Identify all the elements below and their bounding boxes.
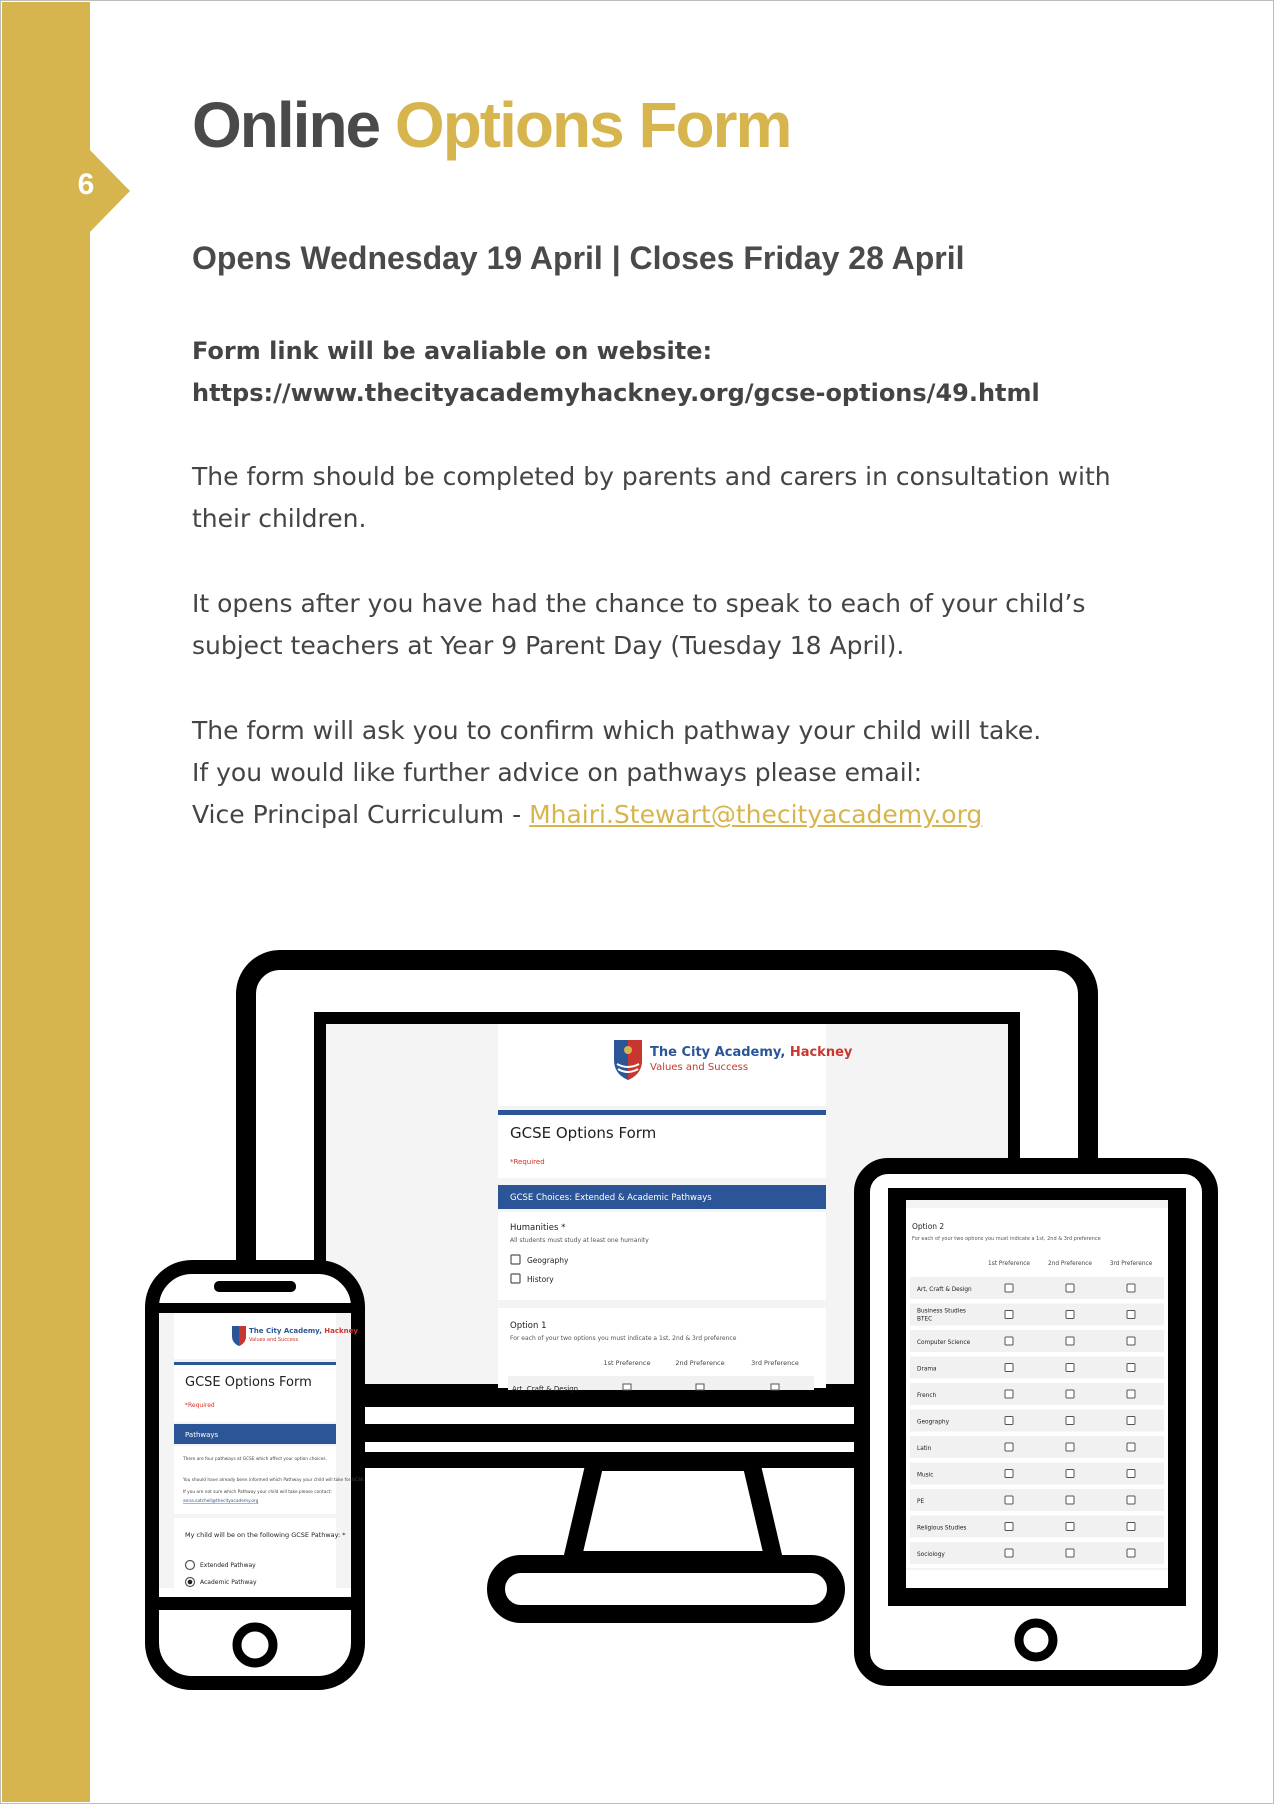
desktop-pref-header-2: 2nd Preference [675, 1359, 725, 1367]
tablet-row-checkbox[interactable] [1127, 1549, 1135, 1557]
desktop-required-note: *Required [510, 1158, 545, 1166]
tablet-row-checkbox[interactable] [1066, 1417, 1074, 1425]
tablet-row-checkbox[interactable] [1005, 1390, 1013, 1398]
tablet-table-row [910, 1542, 1164, 1564]
tablet-home-button[interactable] [1019, 1623, 1053, 1657]
tablet-row-checkbox[interactable] [1127, 1364, 1135, 1372]
title-part-dark: Online [192, 89, 395, 161]
desktop-form-title: GCSE Options Form [510, 1124, 657, 1142]
tablet-row-checkbox[interactable] [1005, 1284, 1013, 1292]
desktop-first-row-label: Art, Craft & Design [512, 1385, 579, 1393]
tablet-row-checkbox[interactable] [1005, 1470, 1013, 1478]
tablet-table-row [910, 1383, 1164, 1405]
desktop-option1-title: Option 1 [510, 1321, 547, 1331]
tablet-row-checkbox[interactable] [1005, 1364, 1013, 1372]
desktop-option-history: History [527, 1275, 554, 1284]
tablet-pref-header-3: 3rd Preference [1109, 1261, 1153, 1267]
tablet-subject-label: Sociology [917, 1552, 945, 1558]
tablet-row-checkbox[interactable] [1127, 1417, 1135, 1425]
phone-form-title: GCSE Options Form [185, 1375, 312, 1390]
desktop-logo-name-highlight: Hackney [789, 1045, 853, 1060]
tablet-subject-rows [910, 1277, 1164, 1564]
tablet-row-checkbox[interactable] [1066, 1470, 1074, 1478]
tablet-row-checkbox[interactable] [1005, 1549, 1013, 1557]
tablet-subject-label: Geography [917, 1419, 950, 1426]
desktop-option-geography: Geography [527, 1256, 569, 1265]
tablet-row-checkbox[interactable] [1127, 1284, 1135, 1292]
pathway-line-1: The form will ask you to confirm which pathway your child will take. [192, 716, 1042, 745]
phone-option-academic: Academic Pathway [200, 1579, 257, 1586]
desktop-form-screenshot [498, 1024, 853, 1393]
tablet-subject-label: Business Studies [917, 1308, 966, 1315]
phone-logo-tagline: Values and Success [249, 1337, 299, 1343]
phone-info-2: You should have already been informed which Pathway your child will take for GCSE. [183, 1478, 365, 1483]
tablet-row-checkbox[interactable] [1127, 1443, 1135, 1451]
paragraph-opening: It opens after you have had the chance to speak to each of your child’s subject teachers at Year 9 Parent Day (Tuesday 18 April). [192, 589, 1086, 660]
phone-speaker [214, 1281, 296, 1292]
tablet-row-checkbox[interactable] [1066, 1390, 1074, 1398]
title-part-gold: Options Form [394, 89, 791, 161]
tablet-row-checkbox[interactable] [1005, 1523, 1013, 1531]
tablet-table-row [910, 1357, 1164, 1379]
tablet-table-row [910, 1489, 1164, 1511]
phone-section-header-text: Pathways [185, 1431, 219, 1439]
pathway-line-2: If you would like further advice on pathways please email: [192, 758, 923, 787]
desktop-logo-name: The City Academy, [650, 1045, 786, 1060]
tablet-row-checkbox[interactable] [1066, 1311, 1074, 1319]
tablet-row-checkbox[interactable] [1127, 1337, 1135, 1345]
phone-info-3: If you are not sure which Pathway your child will take please contact: [183, 1490, 332, 1495]
tablet-row-checkbox[interactable] [1005, 1337, 1013, 1345]
tablet-table-row [910, 1304, 1164, 1326]
tablet-pref-header-1: 1st Preference [988, 1261, 1030, 1267]
phone-info-email[interactable]: anna.satchell@thecityacademy.org [183, 1499, 259, 1504]
tablet-row-checkbox[interactable] [1066, 1549, 1074, 1557]
tablet-row-checkbox[interactable] [1066, 1443, 1074, 1451]
tablet-row-checkbox[interactable] [1066, 1337, 1074, 1345]
tablet-row-checkbox[interactable] [1127, 1390, 1135, 1398]
tablet-option2-help: For each of your two options you must indicate a 1st, 2nd & 3rd preference [912, 1236, 1101, 1242]
tablet-table-row [910, 1463, 1164, 1485]
tablet-option2-title: Option 2 [912, 1222, 945, 1231]
desktop-humanities-help: All students must study at least one humanity [510, 1237, 649, 1244]
desktop-checkbox-geography[interactable] [511, 1255, 520, 1264]
tablet-row-checkbox[interactable] [1005, 1496, 1013, 1504]
paragraph-completion: The form should be completed by parents and carers in consultation with their children. [192, 462, 1111, 533]
pathway-line-3-prefix: Vice Principal Curriculum - [192, 800, 530, 829]
tablet-subject-label: Drama [917, 1366, 937, 1373]
desktop-title-card [498, 1110, 826, 1178]
tablet-subject-label: PE [917, 1499, 925, 1505]
phone-logo-name-highlight: Hackney [324, 1327, 358, 1335]
tablet-row-checkbox[interactable] [1127, 1311, 1135, 1319]
desktop-row-checkbox[interactable] [696, 1384, 704, 1390]
desktop-row-checkbox[interactable] [771, 1384, 779, 1390]
tablet-subject-label: Music [917, 1472, 934, 1479]
desktop-row-checkbox[interactable] [623, 1384, 631, 1390]
desktop-checkbox-history[interactable] [511, 1274, 520, 1283]
tablet-row-checkbox[interactable] [1066, 1523, 1074, 1531]
desktop-option1-help: For each of your two options you must indicate a 1st, 2nd & 3rd preference [510, 1335, 737, 1342]
tablet-row-checkbox[interactable] [1066, 1284, 1074, 1292]
tablet-subject-label: BTEC [917, 1316, 933, 1323]
tablet-subject-label: Religious Studies [917, 1525, 967, 1532]
phone-required-note: *Required [185, 1402, 215, 1409]
desktop-pref-header-3: 3rd Preference [751, 1359, 799, 1367]
phone-logo-name: The City Academy, [249, 1327, 322, 1335]
phone-home-button[interactable] [237, 1627, 273, 1663]
svg-text:The City Academy, Hackney [249, 1327, 358, 1335]
tablet-row-checkbox[interactable] [1066, 1496, 1074, 1504]
desktop-section-header-text: GCSE Choices: Extended & Academic Pathways [510, 1193, 712, 1203]
page-number: 6 [77, 168, 95, 201]
desktop-logo-tagline: Values and Success [650, 1062, 749, 1073]
monitor-base [496, 1564, 836, 1614]
phone-question: My child will be on the following GCSE Pathway: * [185, 1531, 346, 1539]
tablet-pref-header-2: 2nd Preference [1048, 1261, 1092, 1267]
tablet-table-row [910, 1436, 1164, 1458]
tablet-row-checkbox[interactable] [1005, 1443, 1013, 1451]
desktop-pref-header-1: 1st Preference [603, 1359, 651, 1367]
phone-radio-extended[interactable] [186, 1561, 195, 1570]
svg-text:The City Academy, Hackney [650, 1045, 853, 1060]
tablet-subject-label: Computer Science [917, 1340, 971, 1346]
tablet-row-checkbox[interactable] [1127, 1470, 1135, 1478]
tablet-subject-label: Latin [917, 1446, 932, 1452]
tablet-row-checkbox[interactable] [1005, 1311, 1013, 1319]
form-link-url[interactable]: https://www.thecityacademyhackney.org/gcse-options/49.html [192, 379, 1040, 407]
tablet-row-checkbox[interactable] [1127, 1523, 1135, 1531]
open-close-dates: Opens Wednesday 19 April | Closes Friday 28 April [192, 240, 965, 276]
monitor-stand [572, 1462, 774, 1560]
form-link-label: Form link will be avaliable on website: [192, 337, 713, 365]
tablet-subject-label: French [917, 1393, 937, 1399]
desktop-humanities-question: Humanities * [510, 1223, 566, 1233]
phone-option-extended: Extended Pathway [200, 1562, 256, 1569]
tablet-subject-label: Art, Craft & Design [917, 1287, 972, 1293]
tablet-row-checkbox[interactable] [1066, 1364, 1074, 1372]
tablet-row-checkbox[interactable] [1005, 1417, 1013, 1425]
tablet-form-screenshot [904, 1208, 1172, 1568]
phone-info-1: There are four pathways at GCSE which affect your option choices. [183, 1457, 327, 1462]
curriculum-email-link[interactable]: Mhairi.Stewart@thecityacademy.org [529, 800, 983, 829]
tablet-row-checkbox[interactable] [1127, 1496, 1135, 1504]
